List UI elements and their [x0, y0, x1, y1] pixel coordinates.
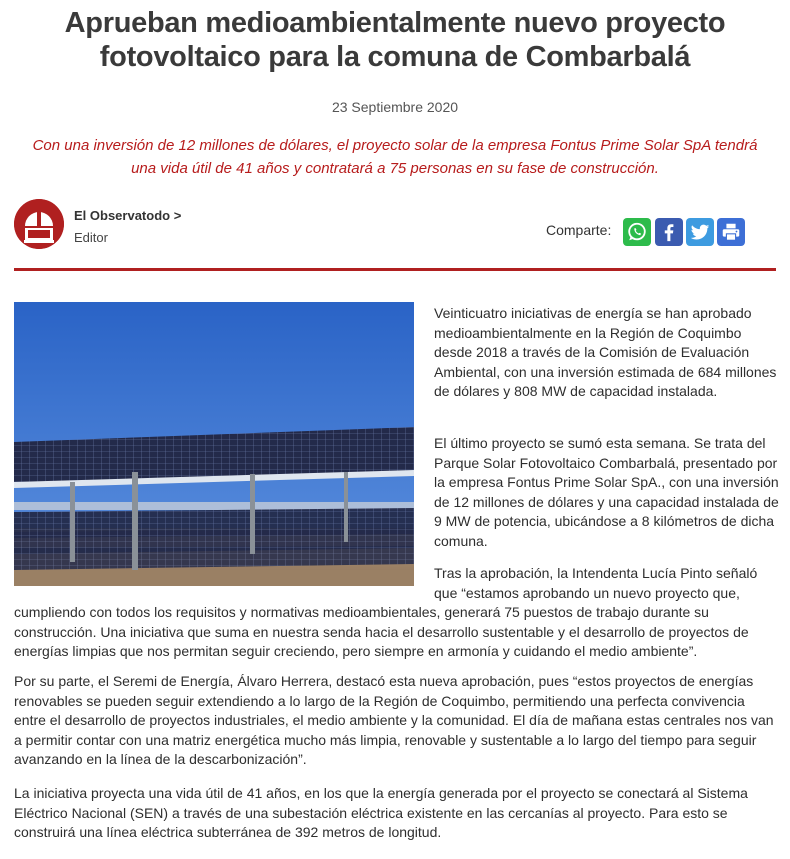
print-icon [720, 221, 742, 243]
observatory-icon [14, 199, 64, 249]
body-paragraph-1: Veinticuatro iniciativas de energía se han aprobado medioambientalmente en la Región de Coquimbo desde 2018 a través de la Comisión de Evaluación Ambiental, con una inversión estimada de 684 millones de dólares y 808 MW de capacidad instalada. [434, 305, 777, 399]
facebook-icon [658, 221, 680, 243]
body-paragraph-3-continued: cumpliendo con todos los requisitos y normativas medioambientales, generará 75 puestos de trabajo durante su construcción. Una iniciativa que suma en nuestra senda hacia el desarrollo sustentable y el desarrollo de proyectos de energías limpias que nos permitan seguir creciendo, pero siempre en armonía y cuidando el medio ambiente”. [14, 604, 749, 659]
article-lead: Con una inversión de 12 millones de dólares, el proyecto solar de la empresa Fontus Prime Solar SpA tendrá una vida útil de 41 años y contratará a 75 personas en su fase de construcción. [32, 137, 758, 177]
share-label: Comparte: [546, 222, 612, 238]
twitter-icon [689, 221, 711, 243]
share-twitter-button[interactable] [686, 218, 714, 246]
article-date: 23 Septiembre 2020 [331, 99, 459, 115]
body-paragraph-5: La iniciativa proyecta una vida útil de 41 años, en los que la energía generada por el proyecto se conectará al Sistema Eléctrico Nacional (SEN) a través de una subestación eléctrica existente en las cercanías al proyecto. Para esto se construirá una línea eléctrica subterránea de 392 metros de longitud. [14, 785, 748, 840]
author-avatar[interactable] [14, 199, 64, 249]
print-button[interactable] [717, 218, 745, 246]
author-name-link[interactable]: El Observatodo > [74, 208, 182, 223]
share-whatsapp-button[interactable] [623, 218, 651, 246]
article-image-solar-panels[interactable] [14, 302, 414, 586]
author-role: Editor [74, 230, 108, 245]
header-divider [14, 268, 776, 271]
body-paragraph-4: Por su parte, el Seremi de Energía, Álvaro Herrera, destacó esta nueva aprobación, pues “estos proyectos de energías renovables se pueden seguir extendiendo a lo largo de la Región de Coquimbo, permitiendo una perfecta convivencia entre el desarrollo de proyectos industriales, el medio ambiente y la comunidad. El día de mañana estas centrales nos van a permitir contar con una matriz energética mucho más limpia, renovable y sustentable a lo largo del tiempo para seguir avanzando en la línea de la descarbonización”. [14, 673, 774, 767]
whatsapp-icon [626, 221, 648, 243]
body-paragraph-3-start: Tras la aprobación, la Intendenta Lucía Pinto señaló que “estamos aprobando un nuevo proyecto que, [434, 565, 758, 601]
solar-panels-photo [14, 302, 414, 586]
article-title: Aprueban medioambientalmente nuevo proyecto fotovoltaico para la comuna de Combarbalá [64, 7, 726, 73]
share-facebook-button[interactable] [655, 218, 683, 246]
body-paragraph-2: El último proyecto se sumó esta semana. Se trata del Parque Solar Fotovoltaico Combarbalá, presentado por la empresa Fontus Prime Solar SpA., con una inversión de 12 millones de dólares y una capacidad instalada de 9 MW de potencia, ubicándose a 8 kilómetros de dicha comuna. [434, 435, 779, 549]
